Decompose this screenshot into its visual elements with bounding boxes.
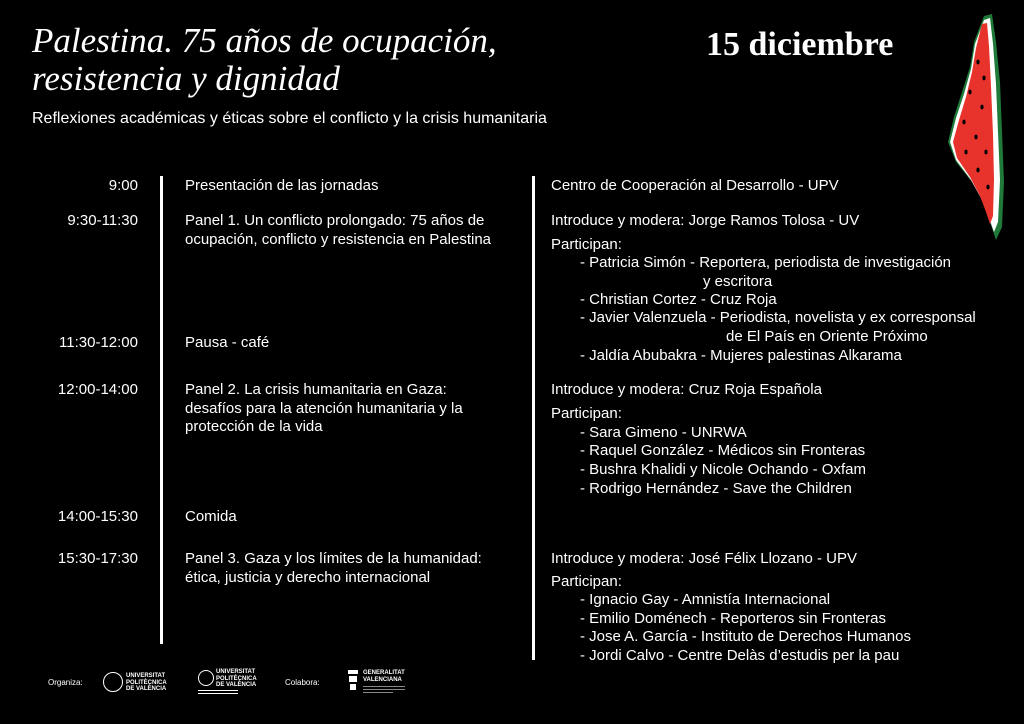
event-item: Pausa - café: [185, 334, 270, 351]
participant-item: - Raquel González - Médicos sin Fronteras: [580, 442, 866, 459]
upv-logo-text: UNIVERSITAT POLITÈCNICA DE VALÈNCIA: [126, 673, 167, 692]
event-item: ocupación, conflicto y resistencia en Palestina: [185, 231, 492, 248]
event-item: ética, justicia y derecho internacional: [185, 569, 431, 586]
ccd-logo-rule: [198, 693, 238, 694]
participant-item: - Sara Gimeno - UNRWA: [580, 424, 747, 441]
panel3-moderator: Introduce y modera: José Félix Llozano - UPV: [551, 550, 857, 567]
event-title: [32, 22, 592, 98]
time-slot: 9:00: [108, 177, 138, 194]
event-item: Comida: [185, 508, 237, 525]
ccd-logo-rule: [198, 690, 238, 691]
gva-logo-smallprint: [363, 686, 405, 687]
gva-shield-icon: [346, 668, 360, 692]
participant-item: - Jose A. García - Instituto de Derechos Humanos: [580, 628, 911, 645]
event-date: 15 diciembre: [706, 26, 894, 63]
panel2-moderator: Introduce y modera: Cruz Roja Española: [551, 381, 822, 398]
participant-item: y escritora: [703, 273, 773, 290]
ccd-logo-text: UNIVERSITAT POLITÈCNICA DE VALÈNCIA: [216, 669, 257, 688]
time-slot: 14:00-15:30: [57, 508, 138, 525]
participant-item: - Emilio Doménech - Reporteros sin Fronteras: [580, 610, 886, 627]
time-slot: 15:30-17:30: [57, 550, 138, 567]
ccd-seal-icon: [198, 670, 214, 686]
participant-item: de El País en Oriente Próximo: [726, 328, 928, 345]
divider-right: [532, 176, 535, 660]
colabora-label: Colabora:: [285, 678, 320, 687]
participant-item: - Rodrigo Hernández - Save the Children: [580, 480, 852, 497]
participants-label: Participan:: [551, 573, 622, 590]
gva-logo-smallprint: [363, 689, 405, 690]
event-item: Presentación de las jornadas: [185, 177, 379, 194]
participant-item: - Javier Valenzuela - Periodista, novelista y ex corresponsal: [580, 309, 976, 326]
participant-item: - Ignacio Gay - Amnistía Internacional: [580, 591, 831, 608]
event-item: protección de la vida: [185, 418, 323, 435]
organiza-label: Organiza:: [48, 678, 83, 687]
event-item: Panel 1. Un conflicto prolongado: 75 años de: [185, 212, 485, 229]
panel1-moderator: Introduce y modera: Jorge Ramos Tolosa - UV: [551, 212, 860, 229]
participant-item: - Patricia Simón - Reportera, periodista de investigación: [580, 254, 952, 271]
opening-host: Centro de Cooperación al Desarrollo - UPV: [551, 177, 839, 194]
time-slot: 11:30-12:00: [59, 334, 138, 351]
divider-left: [160, 176, 163, 644]
participant-item: - Bushra Khalidi y Nicole Ochando - Oxfam: [580, 461, 866, 478]
participants-label: Participan:: [551, 236, 622, 253]
event-item: Panel 2. La crisis humanitaria en Gaza:: [185, 381, 447, 398]
participant-item: - Christian Cortez - Cruz Roja: [580, 291, 777, 308]
time-slot: 12:00-14:00: [57, 381, 138, 398]
participant-item: - Jaldía Abubakra - Mujeres palestinas Alkarama: [580, 347, 902, 364]
title-line-1: Palestina. 75 años de ocupación,: [32, 21, 497, 60]
gva-logo-smallprint: [363, 692, 393, 693]
event-item: Panel 3. Gaza y los límites de la humanidad:: [185, 550, 482, 567]
upv-seal-icon: [103, 672, 123, 692]
event-subtitle: Reflexiones académicas y éticas sobre el conflicto y la crisis humanitaria: [32, 110, 547, 127]
title-line-2: resistencia y dignidad: [32, 59, 340, 98]
event-item: desafíos para la atención humanitaria y la: [185, 400, 463, 417]
time-slot: 9:30-11:30: [67, 212, 138, 229]
participants-label: Participan:: [551, 405, 622, 422]
gva-logo-text: GENERALITAT VALENCIANA: [363, 670, 405, 683]
watermelon-map-illustration: [944, 12, 1010, 242]
participant-item: - Jordi Calvo - Centre Delàs d’estudis per la pau: [580, 647, 900, 664]
